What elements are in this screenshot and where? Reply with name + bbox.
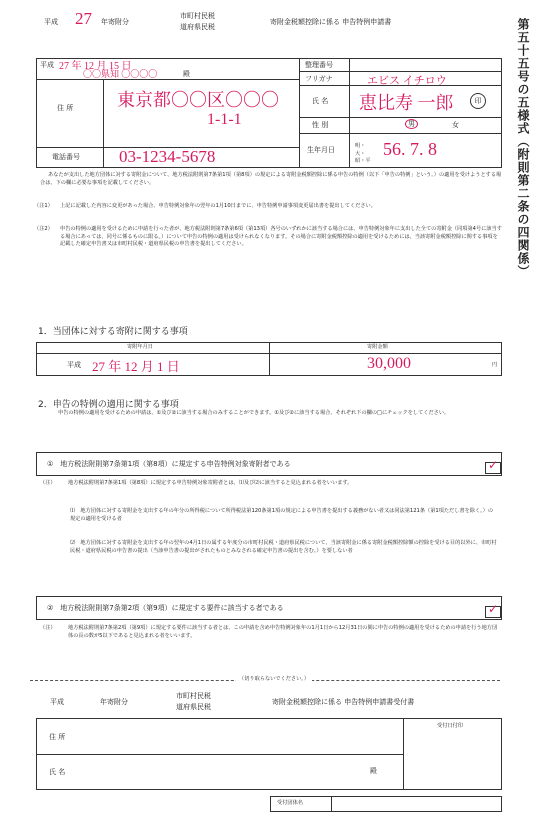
addressee: 〇〇県知 〇〇〇〇: [83, 69, 158, 79]
header-tax-municipal: 市町村民税: [180, 12, 215, 20]
criterion1-sub2: ⑵ 地方団体に対する寄附金を支出する年の翌年の4月1日の属する年度分の市町村民税・道府県民税について、当該寄附金に係る寄附金税額控除額の控除を受ける目的以外に、市町村民税・道府県民税の申告書の提出（当該申告書の提出がされたものとみなされる確定申告書の提出を含む。）を要しない者: [70, 540, 497, 554]
criterion2-note: 地方税法附則第7条第2項（第9項）に規定する要件に該当する者とは、この申請を含め申告特例対象年の1月1日から12月31日の間に申告の特例の適用を受けるための申請を行う地方団体の長の数が5以下であると見込まれる者をいいます。: [68, 625, 498, 639]
receipt-stamp-label: 受付日付印: [437, 723, 463, 729]
dob-value: 56. 7. 8: [383, 139, 437, 159]
criterion2-note-label: （注）: [40, 625, 56, 631]
phone-number: 03-1234-5678: [119, 147, 216, 166]
receipt-name-label: 氏 名: [49, 768, 66, 776]
phone-label: 電話番号: [52, 153, 80, 161]
criterion2-row: [36, 596, 502, 620]
form-title: 寄附金税額控除に係る 申告特例申請書: [270, 18, 392, 26]
note1-text: 上記に記載した内容に変更があった場合、申告特例対象年の翌年の1月10日までに、申告特例申請事項変更届出書を提出してください。: [60, 203, 376, 209]
donation-era: 平成: [67, 361, 81, 369]
address-line2: 1-1-1: [207, 111, 242, 128]
address-line1: 東京都〇〇区〇〇〇: [117, 90, 279, 110]
criterion1-text: ① 地方税法附則第7条第1項（第8項）に規定する申告特例対象寄附者である: [47, 460, 291, 468]
donation-date: 27 年 12 月 1 日: [92, 359, 180, 374]
note1-label: （注1）: [34, 203, 53, 209]
dob-label: 生年月日: [307, 146, 335, 154]
header-year-suffix: 年寄附分: [101, 18, 129, 26]
sex-label: 性 別: [312, 121, 329, 129]
note2-label: （注2）: [34, 226, 53, 232]
criterion1-sub1: ⑴ 地方団体に対する寄附金を支出する年の年分の所得税について所得税法第120条第1項の規定による申告書を提出する義務がない者又は同法第121条（第1項ただし書を除く。）の規定の適用を受ける者: [70, 508, 494, 522]
donation-table: [36, 342, 502, 376]
donation-amount-header: 寄附金額: [367, 344, 388, 350]
name-label: 氏 名: [312, 97, 329, 105]
criterion1-checkbox[interactable]: [485, 459, 501, 478]
receipt-tax-municipal: 市町村民税: [176, 692, 211, 700]
furigana-value: エビス イチロウ: [367, 75, 447, 87]
section2-title: 2．申告の特例の適用に関する事項: [38, 400, 179, 410]
name-value: 恵比寿 一郎: [359, 93, 454, 113]
dob-era: 明・大・昭・平: [355, 143, 371, 165]
note2-text: 申告の特例の適用を受けるために申請を行った者が、地方税法附則第7条第6項（第13項）各号のいずれかに該当する場合には、申告特例対象年に支出した全ての寄附金（同項第4号に該当する場合にあっては、同号に係るものに限る。）について申告の特例の適用は受けられなくなります。その場合に寄附金税額控除の適用を受けるためには、当該寄附金税額控除に関する事項を記載した確定申告書又は市町村民税・道府県民税の申告書を提出してください。: [60, 226, 502, 248]
receipt-title: 寄附金税額控除に係る 申告特例申請書受付書: [272, 698, 415, 706]
criterion2-text: ② 地方税法附則第7条第2項（第9項）に規定する要件に該当する者である: [47, 604, 284, 612]
sex-female: 女: [452, 121, 459, 129]
criterion1-note: 地方税法附則第7条第1項（第8項）に規定する申告特例対象寄附者とは、⑴及び⑵に該当すると見込まれる者をいいます。: [68, 480, 353, 486]
receipt-tax-prefectural: 道府県民税: [176, 703, 211, 711]
date-era: 平成: [40, 61, 54, 69]
header-era: 平成: [44, 18, 58, 26]
form-number-vertical: 第五十五号の五様式（附則第二条の四関係）: [516, 18, 530, 278]
donation-amount: 30,000: [367, 355, 411, 372]
application-date: 27 年 12 月 15 日: [59, 61, 132, 72]
donation-date-header: 寄附年月日: [127, 344, 153, 350]
receiving-body-label: 受付団体名: [277, 800, 303, 806]
criterion1-row: [36, 452, 502, 476]
receipt-dono: 殿: [370, 767, 377, 775]
receipt-era: 平成: [50, 698, 64, 706]
receipt-table: [36, 718, 502, 790]
applicant-table: [36, 58, 502, 168]
sex-male: 男: [405, 119, 418, 129]
furigana-label: フリガナ: [305, 75, 333, 83]
receiving-body-box: [270, 796, 502, 812]
header-tax-prefectural: 道府県民税: [180, 23, 215, 31]
intro-text: あなたが支出した地方団体に対する寄附金について、地方税法附則第7条第1項（第8項）の規定による寄附金税額控除に係る申告の特例（以下「申告の特例」という。）の適用を受けようとする場合は、下の欄に必要な事項を記載してください。: [40, 172, 502, 186]
receipt-address-label: 住 所: [49, 733, 66, 741]
criterion1-note-label: （注）: [40, 480, 56, 486]
section2-desc: 申告の特例の適用を受けるための申請は、①及び②に該当する場合のみすることができます。①及び②に該当する場合、それぞれ下の欄の□にチェックをしてください。: [58, 410, 450, 416]
receipt-year-suffix: 年寄附分: [100, 698, 128, 706]
cut-note: （切り取らないでください。）: [236, 676, 312, 684]
seiri-number-label: 整理番号: [305, 61, 333, 69]
address-label: 住 所: [57, 104, 74, 112]
header-year: 27: [75, 9, 92, 28]
addressee-suffix: 殿: [183, 70, 190, 78]
section1-title: 1．当団体に対する寄附に関する事項: [38, 327, 188, 337]
seal-mark: 印: [470, 93, 486, 109]
criterion2-checkbox[interactable]: [485, 603, 501, 622]
yen-unit: 円: [492, 362, 498, 368]
